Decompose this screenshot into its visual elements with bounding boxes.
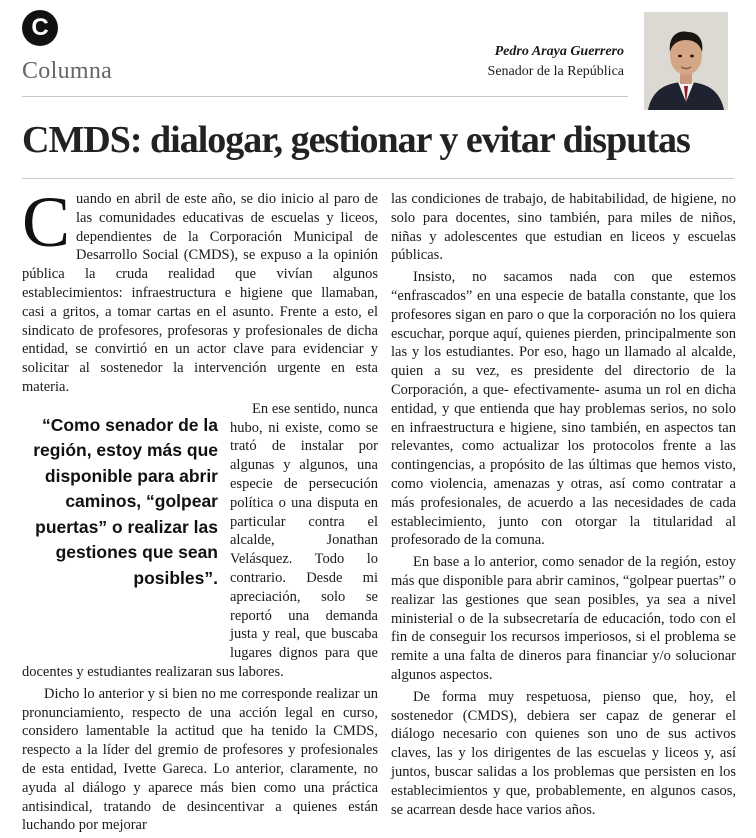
author-portrait-image	[644, 12, 728, 110]
author-title: Senador de la República	[487, 64, 624, 79]
column-badge: C	[22, 10, 58, 46]
paragraph-7: De forma muy respetuosa, pienso que, hoy, el sostenedor (CMDS), debiera ser capaz de generar el diálogo necesario con quienes son uno de sus activos claves, las y los dirigentes de las escuelas y liceos y, así juntos, buscar salidas a los problemas que persisten en los establecimientos y que, probablemente, en algunos casos, se acarrean desde hace varios años.	[391, 688, 736, 818]
author-byline	[488, 42, 624, 82]
pull-quote: “Como senador de la región, estoy más que disponible para abrir caminos, “golpear puertas” o realizar las gestiones que sean posibles”.	[33, 414, 218, 588]
paragraph-intro-text: uando en abril de este año, se dio inicio al paro de las comunidades educativas de escuelas y liceos, dependientes de la Corporación Municipal de Desarrollo Social (CMDS), se expuso a la opinión pública la cruda realidad que vivían algunos establecimientos: infraestructura e higiene que llamaban, casi a gritos, a tomar cartas en el asunto. Frente a esto, el sindicato de profesores, profesoras y profesionales de dicha entidad, se convirtió en un actor clave para evidenciar y solicitar al sostenedor la intervención urgente en esta materia.	[22, 191, 378, 395]
paragraph-continued: las condiciones de trabajo, de habitabilidad, de higiene, no solo para docentes, sino también, para miles de niños, niñas y adolescentes que estudian en liceos y escuelas públicas.	[391, 191, 736, 264]
article-column-right	[391, 190, 736, 822]
article-headline: CMDS: dialogar, gestionar y evitar disputas	[22, 119, 690, 161]
author-name: Pedro Araya Guerrero	[494, 44, 624, 59]
paragraph-5: Insisto, no sacamos nada con que estemos “enfrascados” en una especie de batalla constante, que los profesores sigan en paro o que la corporación no los quiera escuchar, porque aquí, quienes pierden, principalmente son las y los estudiantes. Por eso, hago un llamado al alcalde, quien a su vez, es presidente del directorio de la Corporación, a que- efectivamente- asuma un rol en dicha entidad, y que entienda que hay problemas serios, no solo en infraestructura e higiene, sino también, en aspectos tan relevantes, como actualizar los protocolos frente a las contingencias, a propósito de las últimas que hemos visto, como violencia, amenazas y otras, así como contratar a más profesionales, de acuerdo a las necesidades de cada establecimiento, junto con otorgar la titularidad al profesorado de la comuna.	[391, 269, 736, 549]
paragraph-3: Dicho lo anterior y si bien no me corresponde realizar un pronunciamiento, respecto de una acción legal en curso, considero lamentable la actitud que ha tenido la CMDS, respecto a la líder del gremio de profesores y profesionales de esta entidad, Ivette Gareca. Lo anterior, claramente, no ayuda al diálogo y aparece más bien como una práctica antisindical, tratando de desincentivar a quienes están luchando por mejorar	[22, 685, 378, 834]
paragraph-6: En base a lo anterior, como senador de la región, estoy más que disponible para abrir caminos, “golpear puertas” o realizar las gestiones que sean posibles, ya sea a nivel ministerial o de la subsecretaría de educación, todo con el fin de conseguir los recursos imperiosos, si el problema se remite a una falta de dineros para financiar y/o solucionar algunos aspectos.	[391, 554, 736, 683]
paragraph-2: En ese sentido, nunca hubo, ni existe, como se trató de instalar por algunas y algunos, una especie de persecución política o una disputa en particular contra el alcalde, Jonathan Velásquez. Todo lo contrario. Desde mi apreciación, solo se reportó una demanda justa y real, que buscaba lugares dignos para que docentes y estudiantes realizaran sus labores.	[22, 400, 378, 680]
section-label: Columna	[22, 58, 113, 84]
paragraph-intro	[22, 182, 378, 397]
headline-divider	[22, 178, 734, 179]
article-column-left	[22, 182, 378, 838]
author-photo	[644, 12, 728, 110]
drop-cap: C	[22, 182, 71, 262]
header-divider	[22, 96, 628, 97]
